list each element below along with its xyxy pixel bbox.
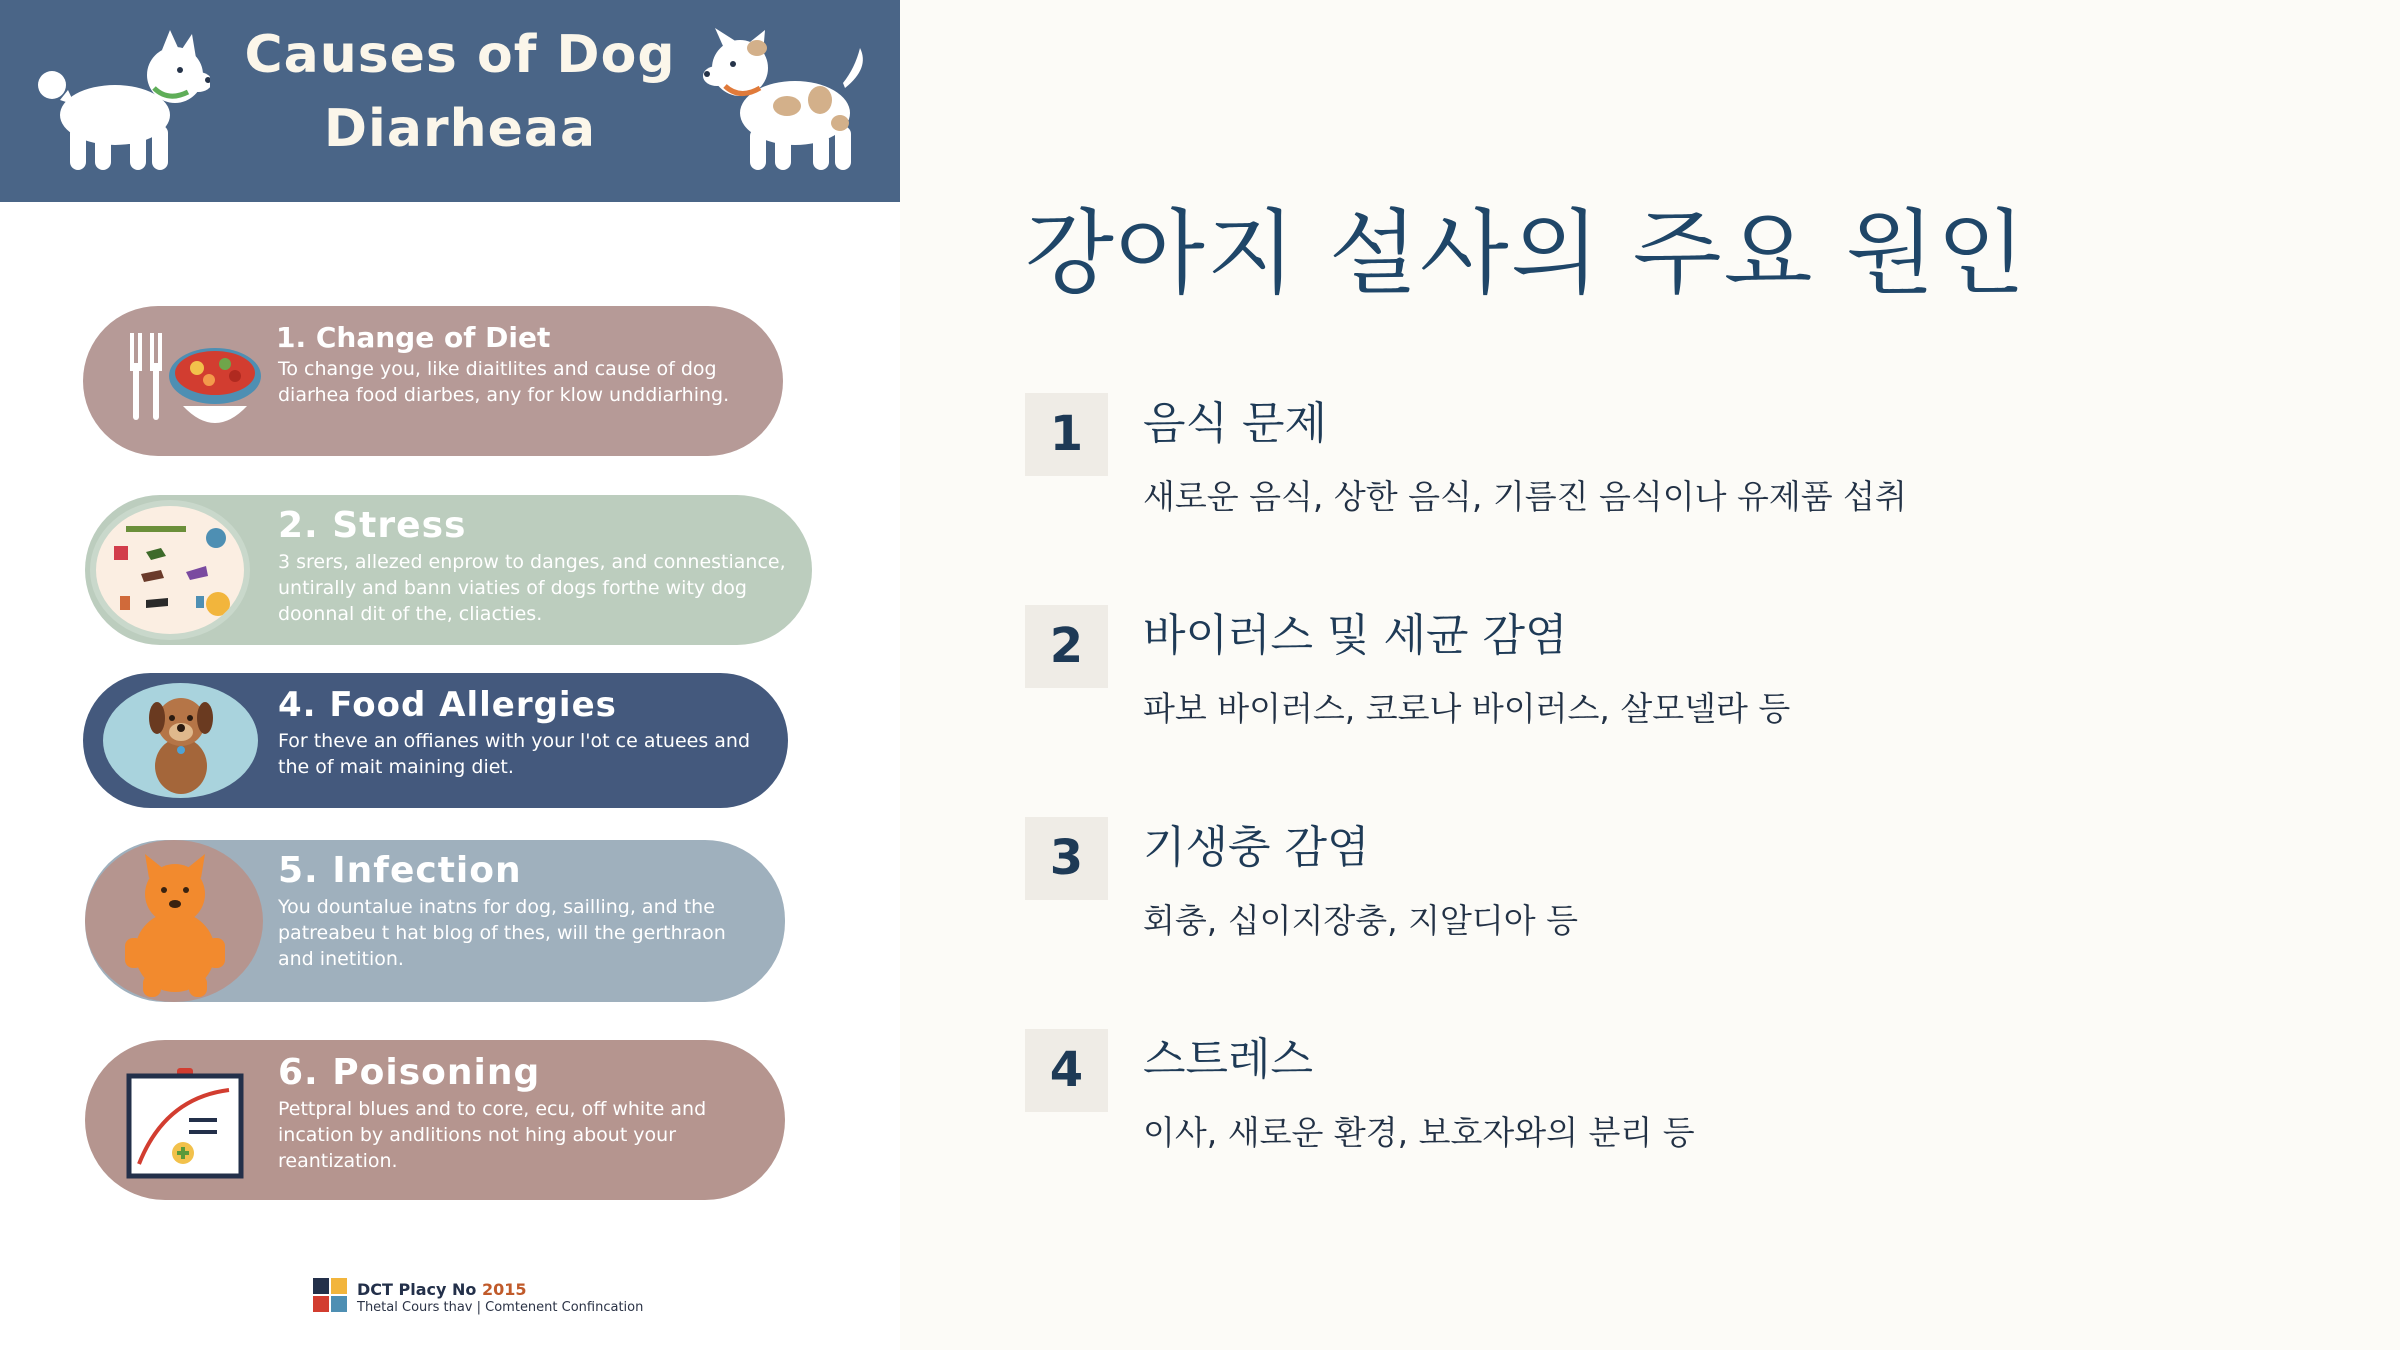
sick-dog-icon (85, 840, 263, 1002)
card-title: 6. Poisoning (278, 1052, 541, 1093)
card-text: 3 srers, allezed enprow to danges, and connestiance, untirally and bann viaties of dogs forthe wity dog doonnal dit of the, cliacties. (278, 551, 786, 625)
card-text: For theve an offianes with your l'ot ce atuees and the of mait maining diet. (278, 730, 751, 778)
cause-title: 스트레스 (1143, 1034, 1314, 1085)
cause-item-3 (1025, 817, 2325, 967)
cause-number: 4 (1025, 1029, 1108, 1112)
card-text: Pettpral blues and to core, ecu, off white and incation by andlitions not hing about your reantization. (278, 1098, 707, 1172)
footer-text: DCT Placy No (357, 1280, 482, 1299)
cause-card-diet (83, 306, 783, 456)
cause-title: 음식 문제 (1143, 398, 1328, 449)
footer-year: 2015 (481, 1280, 527, 1299)
cause-number: 2 (1025, 605, 1108, 688)
cause-title: 기생충 감염 (1143, 822, 1370, 873)
card-text: To change you, like diaitlites and cause of dog diarhea food diarbes, any for klow unddiarhing. (278, 358, 730, 406)
cause-item-4 (1025, 1029, 2325, 1179)
card-title: 5. Infection (278, 850, 522, 891)
cause-description: 새로운 음식, 상한 음식, 기름진 음식이나 유제품 섭취 (1143, 477, 1907, 516)
infographic-title (200, 18, 720, 166)
cause-card-food-allergies (83, 673, 788, 808)
cause-item-2 (1025, 605, 2325, 755)
card-text: You dountalue inatns for dog, sailling, and the patreabeu t hat blog of thes, will the gerthraon and inetition. (278, 896, 726, 970)
card-title: 4. Food Allergies (278, 685, 617, 725)
title-line-1: Causes of Dog (244, 25, 676, 85)
food-bowl-icon (165, 340, 265, 440)
fork-icon (128, 333, 168, 423)
cause-number: 3 (1025, 817, 1108, 900)
infographic-image (0, 0, 900, 1350)
cause-description: 이사, 새로운 환경, 보호자와의 분리 등 (1143, 1113, 1695, 1152)
warning-sign-icon (125, 1068, 245, 1180)
cause-number: 1 (1025, 393, 1108, 476)
cause-card-stress (85, 495, 812, 645)
white-dog-icon (30, 30, 210, 175)
cause-card-poisoning (85, 1040, 785, 1200)
card-title: 1. Change of Diet (276, 321, 551, 354)
footer-line-1 (357, 1280, 526, 1299)
cause-card-infection (85, 840, 785, 1002)
card-title: 2. Stress (278, 505, 467, 546)
cause-title: 바이러스 및 세균 감염 (1143, 610, 1568, 661)
cause-description: 파보 바이러스, 코로나 바이러스, 살모넬라 등 (1143, 689, 1791, 728)
publisher-logo-icon (313, 1278, 349, 1314)
infographic-banner (0, 0, 900, 202)
stress-items-icon (90, 500, 250, 640)
sitting-dog-icon (103, 683, 258, 798)
slide-title: 강아지 설사의 주요 원인 (1025, 200, 2028, 307)
cause-description: 회충, 십이지장충, 지알디아 등 (1143, 901, 1578, 940)
title-line-2: Diarheaa (323, 99, 597, 159)
cause-item-1 (1025, 393, 2325, 543)
spotted-dog-icon (695, 28, 875, 173)
footer-line-2: Thetal Cours thav | Comtenent Confincation (357, 1300, 644, 1315)
